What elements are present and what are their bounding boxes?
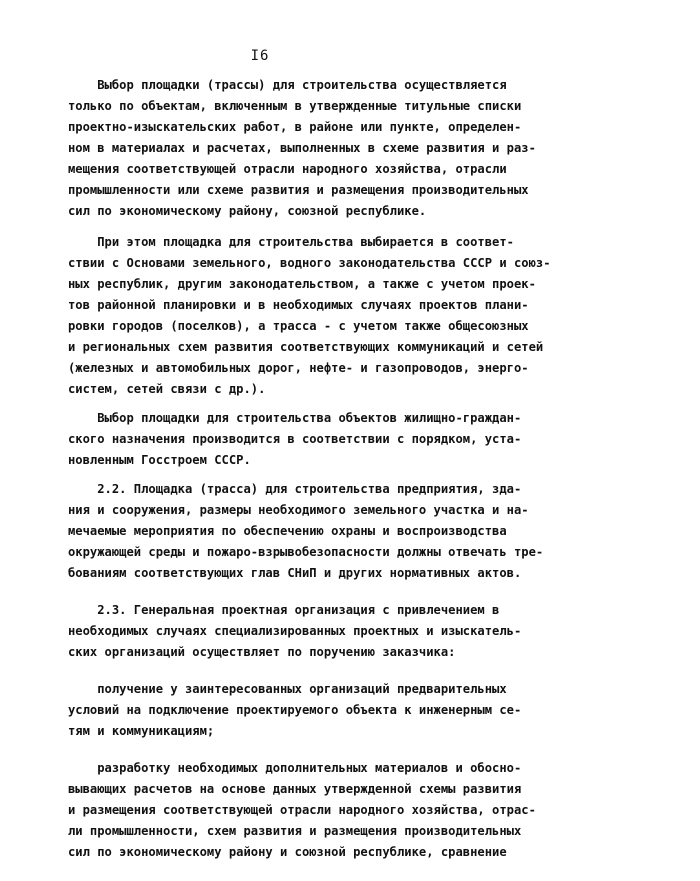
text-line: бованиям соответствующих глав СНиП и других нормативных актов. [68,565,522,580]
text-line: ского назначения производится в соответствии с порядком, уста- [68,431,522,446]
text-line: сил по экономическому району, союзной республике. [68,203,427,218]
paragraph-section-2-2 [68,478,628,583]
text-line: проектно-изыскательских работ, в районе или пункте, определен- [68,119,522,134]
paragraph-site-selection [68,74,628,221]
document-body [68,74,628,862]
text-line: ствии с Основами земельного, водного законодательства СССР и союз- [68,255,551,270]
text-line: вывающих расчетов на основе данных утвержденной схемы развития [68,781,522,796]
text-line: получение у заинтересованных организаций предварительных [68,681,507,696]
text-line: тов районной планировки и в необходимых случаях проектов плани- [68,297,529,312]
text-line: сил по экономическому району и союзной республике, сравнение [68,844,507,859]
text-line: Выбор площадки (трассы) для строительства осуществляется [68,77,507,92]
text-line: 2.2. Площадка (трасса) для строительства предприятия, зда- [68,481,522,496]
text-line: тям и коммуникациям; [68,723,215,738]
text-line: ния и сооружения, размеры необходимого земельного участка и на- [68,502,529,517]
text-line: мечаемые мероприятия по обеспечению охраны и воспроизводства [68,523,507,538]
text-line: и размещения соответствующей отрасли народного хозяйства, отрас- [68,802,536,817]
text-line: При этом площадка для строительства выбирается в соответ- [68,234,514,249]
text-line: условий на подключение проектируемого объекта к инженерным се- [68,702,522,717]
text-line: новленным Госстроем СССР. [68,452,251,467]
text-line: ли промышленности, схем развития и размещения производительных [68,823,522,838]
text-line: ских организаций осуществляет по поручению заказчика: [68,644,456,659]
text-line: ных республик, другим законодательством, а также с учетом проек- [68,276,536,291]
text-line: только по объектам, включенным в утвержденные титульные списки [68,98,522,113]
paragraph-legislation [68,231,628,399]
text-line: и региональных схем развития соответствующих коммуникаций и сетей [68,339,544,354]
text-line: мещения соответствующей отрасли народного хозяйства, отрасли [68,161,507,176]
text-line: промышленности или схеме развития и размещения производительных [68,182,529,197]
paragraph-additional-materials [68,757,628,862]
text-line: ровки городов (поселков), а трасса - с учетом также общесоюзных [68,318,529,333]
text-line: ном в материалах и расчетах, выполненных в схеме развития и раз- [68,140,536,155]
text-line: разработку необходимых дополнительных материалов и обосно- [68,760,522,775]
text-line: систем, сетей связи с др.). [68,381,266,396]
text-line: окружающей среды и пожаро-взрывобезопасности должны отвечать тре- [68,544,544,559]
text-line: 2.3. Генеральная проектная организация с привлечением в [68,602,500,617]
text-line: Выбор площадки для строительства объектов жилищно-граждан- [68,410,522,425]
text-line: необходимых случаях специализированных проектных и изыскатель- [68,623,522,638]
text-line: (железных и автомобильных дорог, нефте- и газопроводов, энерго- [68,360,529,375]
paragraph-section-2-3 [68,599,628,662]
paragraph-housing [68,407,628,470]
page-number: I6 [250,48,270,64]
paragraph-preliminary-conditions [68,678,628,741]
